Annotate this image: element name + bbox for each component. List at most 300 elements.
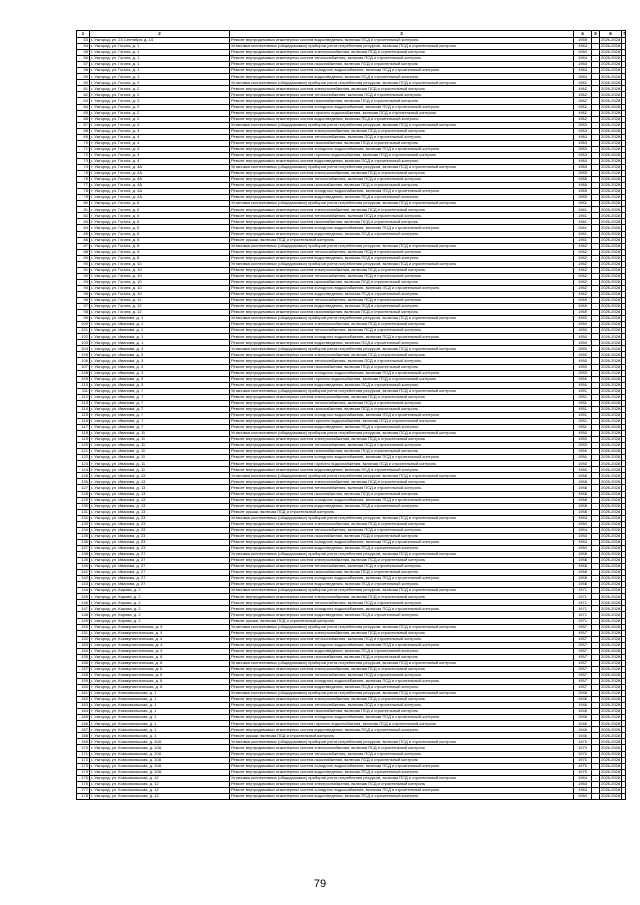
row-number-cell: 104: [77, 346, 90, 352]
row-number-cell: 101: [77, 328, 90, 334]
address-cell: г. Ужгород, ул. Кирова, д. 2: [90, 618, 230, 624]
year-built-cell: 1962: [574, 86, 592, 92]
year-built-cell: 1964: [574, 787, 592, 793]
row-number-cell: 112: [77, 394, 90, 400]
header-row: [77, 31, 626, 38]
year-built-cell: 1970: [574, 769, 592, 775]
row-number-cell: 93: [77, 279, 90, 285]
year-built-cell: 1950: [574, 346, 592, 352]
work-type-cell: Ремонт внутридомовых инженерных систем водоотведения, включая ПСД и строительный контроль: [230, 793, 574, 799]
period-cell: 2026-2028: [601, 128, 621, 133]
address-cell: г. Ужгород, ул. Иванова, д. 27: [90, 551, 230, 557]
year-built-cell: 1954: [574, 527, 592, 533]
address-cell: г. Ужгород, ул. Кирова, д. 2: [90, 606, 230, 612]
address-cell: г. Ужгород, ул. Гоголя, д. 10: [90, 273, 230, 279]
address-cell: г. Ужгород, ул. Комсомольская, д. 10А: [90, 745, 230, 751]
address-cell: г. Ужгород, ул. Гоголя, д. 4А: [90, 164, 230, 170]
row-number-cell: 73: [77, 158, 90, 164]
period-cell: 2026-2028: [601, 744, 621, 750]
year-built-cell: 1962: [574, 98, 592, 104]
year-built-cell: 1954: [574, 539, 592, 545]
address-cell: г. Ужгород, ул. Иванова, д. 1: [90, 322, 230, 328]
row-number-cell: 138: [77, 551, 90, 557]
address-cell: г. Ужгород, ул. Гоголя, д. 1: [90, 74, 230, 80]
work-type-cell: Ремонт внутридомовых инженерных систем водоотведения, включая ПСД и строительный контроль: [230, 425, 574, 431]
year-built-cell: 1961: [574, 225, 592, 231]
address-cell: г. Ужгород, ул. Гоголя, д. 12: [90, 310, 230, 316]
year-built-cell: 1958: [574, 491, 592, 497]
work-type-cell: Ремонт внутридомовых инженерных систем холодного водоснабжения, включая ПСД и строительный контроль: [230, 763, 574, 769]
work-type-cell: Ремонт внутридомовых инженерных систем горячего водоснабжения, включая ПСД и строительный контроль: [230, 152, 574, 158]
row-number-cell: 169: [77, 739, 90, 745]
address-cell: г. Ужгород, ул. Комсомольская, д. 10А: [90, 763, 230, 769]
work-type-cell: Ремонт внутридомовых инженерных систем теплоснабжения, включая ПСД и строительный контроль: [230, 703, 574, 709]
period-cell: 2026-2028: [601, 660, 621, 666]
work-type-cell: Ремонт внутридомовых инженерных систем водоотведения, включая ПСД и строительный контроль: [230, 503, 574, 509]
row-number-cell: 62: [77, 92, 90, 98]
year-built-cell: 1958: [574, 576, 592, 582]
address-cell: г. Ужгород, ул. Гоголя, д. 6: [90, 207, 230, 213]
row-number-cell: 97: [77, 304, 90, 310]
address-cell: г. Ужгород, ул. Гоголя, д. 6: [90, 237, 230, 243]
address-cell: г. Ужгород, ул. Гоголя, д. 10: [90, 279, 230, 285]
row-number-cell: 60: [77, 80, 90, 86]
period-cell: 2026-2028: [601, 539, 621, 545]
period-cell: 2026-2028: [601, 237, 621, 242]
period-cell: 2026-2028: [601, 515, 621, 520]
period-cell: 2026-2028: [601, 164, 621, 170]
period-cell: 2026-2028: [601, 436, 621, 442]
year-built-cell: 1950: [574, 461, 592, 467]
year-built-cell: 1961: [574, 219, 592, 225]
work-type-cell: Установка коллективных (общедомовых) приборов учета потребления ресурсов, включая ПСД и строительный контроль: [230, 201, 574, 207]
year-built-cell: 1957: [574, 624, 592, 630]
work-type-cell: Установка коллективных (общедомовых) приборов учета потребления ресурсов, включая ПСД и строительный контроль: [230, 473, 574, 479]
year-built-cell: 1963: [574, 152, 592, 158]
address-cell: г. Ужгород, ул. Гоголя, д. 4: [90, 158, 230, 164]
period-cell: 2026-2028: [601, 472, 621, 478]
row-number-cell: 111: [77, 388, 90, 394]
year-built-cell: 1964: [574, 50, 592, 56]
address-cell: г. Ужгород, ул. Коммунистическая, д. 6: [90, 685, 230, 691]
address-cell: г. Ужгород, ул. Коммунистическая, д. 6: [90, 678, 230, 684]
row-number-cell: 108: [77, 370, 90, 376]
column-header-4: 4: [574, 31, 592, 38]
year-built-cell: 1964: [574, 793, 592, 799]
address-cell: г. Ужгород, ул. Гоголя, д. 10: [90, 261, 230, 267]
work-type-cell: Ремонт внутридомовых инженерных систем холодного водоснабжения, включая ПСД и строительный контроль: [230, 412, 574, 418]
address-cell: г. Ужгород, ул. Гоголя, д. 2: [90, 92, 230, 98]
work-type-cell: Ремонт внутридомовых инженерных систем водоотведения, включая ПСД и строительный контроль: [230, 74, 574, 80]
address-cell: г. Ужгород, ул. Гоголя, д. 2: [90, 104, 230, 110]
address-cell: г. Ужгород, ул. Иванова, д. 11: [90, 437, 230, 443]
period-cell: 2026-2028: [601, 757, 621, 762]
year-built-cell: 1961: [574, 201, 592, 207]
address-cell: г. Ужгород, ул. Иванова, д. 7: [90, 394, 230, 400]
row-number-cell: 99: [77, 316, 90, 322]
work-type-cell: Ремонт внутридомовых инженерных систем газоснабжения, включая ПСД и строительный контроль: [230, 310, 574, 316]
row-number-cell: 94: [77, 285, 90, 291]
address-cell: г. Ужгород, ул. Иванова, д. 7: [90, 412, 230, 418]
row-number-cell: 123: [77, 461, 90, 467]
period-cell: 2026-2028: [601, 182, 621, 188]
period-cell: 2026-2028: [601, 43, 621, 49]
year-built-cell: 1963: [574, 128, 592, 134]
work-type-cell: Ремонт внутридомовых инженерных систем холодного водоснабжения, включая ПСД и строительный контроль: [230, 642, 574, 648]
address-cell: г. Ужгород, ул. Гоголя, д. 6: [90, 201, 230, 207]
row-number-cell: 70: [77, 140, 90, 146]
year-built-cell: 1950: [574, 328, 592, 334]
row-number-cell: 132: [77, 515, 90, 521]
year-built-cell: 1946: [574, 727, 592, 733]
address-cell: г. Ужгород, ул. Гоголя, д. 8: [90, 255, 230, 261]
work-type-cell: Установка коллективных (общедомовых) приборов учета потребления ресурсов, включая ПСД и строительный контроль: [230, 243, 574, 249]
year-built-cell: 1950: [574, 370, 592, 376]
period-cell: 2026-2028: [601, 206, 621, 212]
year-built-cell: 1951: [574, 425, 592, 431]
year-built-cell: 1957: [574, 630, 592, 636]
year-built-cell: 1962: [574, 104, 592, 110]
row-number-cell: 128: [77, 491, 90, 497]
year-built-cell: 1954: [574, 545, 592, 551]
row-number-cell: 139: [77, 558, 90, 564]
year-built-cell: 1946: [574, 721, 592, 727]
row-number-cell: 116: [77, 418, 90, 424]
work-type-cell: Ремонт внутридомовых инженерных систем водоотведения, включая ПСД и строительный контроль: [230, 340, 574, 346]
row-number-cell: 88: [77, 249, 90, 255]
address-cell: г. Ужгород, ул. Гоголя, д. 6: [90, 213, 230, 219]
address-cell: г. Ужгород, ул. Иванова, д. 7: [90, 400, 230, 406]
period-cell: 2026-2028: [601, 406, 621, 412]
row-number-cell: 170: [77, 745, 90, 751]
address-cell: г. Ужгород, ул. Иванова, д. 7: [90, 418, 230, 424]
address-cell: г. Ужгород, ул. Гоголя, д. 4: [90, 146, 230, 152]
table-row: [77, 793, 626, 799]
work-type-cell: Ремонт внутридомовых инженерных систем электроснабжения, включая ПСД и строительный контроль: [230, 479, 574, 485]
address-cell: г. Ужгород, ул. 23 Сентября, д. 14: [90, 38, 230, 44]
address-cell: г. Ужгород, ул. Иванова, д. 23: [90, 545, 230, 551]
period-cell: 2026-2028: [601, 642, 621, 647]
year-built-cell: 1957: [574, 672, 592, 678]
work-type-cell: Ремонт внутридомовых инженерных систем электроснабжения, включая ПСД и строительный контроль: [230, 207, 574, 213]
year-built-cell: 1951: [574, 406, 592, 412]
work-type-cell: Ремонт внутридомовых инженерных систем газоснабжения, включая ПСД и строительный контроль: [230, 709, 574, 715]
year-built-cell: 1957: [574, 685, 592, 691]
year-built-cell: 1962: [574, 279, 592, 285]
work-type-cell: Ремонт внутридомовых инженерных систем газоснабжения, включая ПСД и строительный контроль: [230, 62, 574, 68]
work-type-cell: Ремонт внутридомовых инженерных систем электроснабжения, включая ПСД и строительный контроль: [230, 745, 574, 751]
period-cell: 2026-2028: [601, 67, 621, 73]
address-cell: г. Ужгород, ул. Иванова, д. 3: [90, 346, 230, 352]
work-type-cell: Ремонт внутридомовых инженерных систем водоотведения, включая ПСД и строительный контроль: [230, 231, 574, 237]
year-built-cell: 1946: [574, 691, 592, 697]
work-type-cell: Ремонт внутридомовых инженерных систем электроснабжения, включая ПСД и строительный контроль: [230, 352, 574, 358]
period-cell: 2026-2028: [601, 243, 621, 248]
row-number-cell: 58: [77, 68, 90, 74]
row-number-cell: 115: [77, 412, 90, 418]
address-cell: г. Ужгород, ул. Иванова, д. 27: [90, 570, 230, 576]
row-number-cell: 91: [77, 267, 90, 273]
work-type-cell: Ремонт внутридомовых инженерных систем горячего водоснабжения, включая ПСД и строительный контроль: [230, 461, 574, 467]
work-type-cell: Установка коллективных (общедомовых) приборов учета потребления ресурсов, включая ПСД и строительный контроль: [230, 739, 574, 745]
row-number-cell: 119: [77, 437, 90, 443]
work-type-cell: Ремонт внутридомовых инженерных систем холодного водоснабжения, включая ПСД и строительный контроль: [230, 787, 574, 793]
period-cell: 2026-2028: [601, 460, 621, 466]
address-cell: г. Ужгород, ул. Коммунистическая, д. 6: [90, 666, 230, 672]
address-cell: г. Ужгород, ул. Гоголя, д. 12: [90, 304, 230, 310]
row-number-cell: 85: [77, 231, 90, 237]
column-header-2: 2: [90, 31, 230, 38]
work-type-cell: Ремонт внутридомовых инженерных систем холодного водоснабжения, включая ПСД и строительный контроль: [230, 497, 574, 503]
year-built-cell: 1950: [574, 376, 592, 382]
year-built-cell: 1962: [574, 110, 592, 116]
work-type-cell: Ремонт внутридомовых инженерных систем холодного водоснабжения, включая ПСД и строительный контроль: [230, 370, 574, 376]
row-number-cell: 153: [77, 642, 90, 648]
work-type-cell: Установка коллективных (общедомовых) приборов учета потребления ресурсов, включая ПСД и строительный контроль: [230, 44, 574, 50]
address-cell: г. Ужгород, ул. Гоголя, д. 4: [90, 128, 230, 134]
period-cell: 2026-2028: [601, 61, 621, 67]
year-built-cell: 1951: [574, 400, 592, 406]
work-type-cell: Ремонт внутридомовых инженерных систем водоотведения, включая ПСД и строительный контроль: [230, 382, 574, 388]
period-cell: 2026-2028: [601, 382, 621, 387]
row-number-cell: 147: [77, 606, 90, 612]
row-number-cell: 177: [77, 787, 90, 793]
address-cell: г. Ужгород, ул. Гоголя, д. 4: [90, 152, 230, 158]
period-cell: 2026-2028: [601, 333, 621, 339]
year-built-cell: 1958: [574, 503, 592, 509]
year-built-cell: 1965: [574, 189, 592, 195]
period-cell: 2026-2028: [601, 79, 621, 85]
row-number-cell: 125: [77, 473, 90, 479]
work-type-cell: Ремонт внутридомовых инженерных систем электроснабжения, включая ПСД и строительный контроль: [230, 437, 574, 443]
work-type-cell: Ремонт внутридомовых инженерных систем водоотведения, включая ПСД и строительный контроль: [230, 116, 574, 122]
row-number-cell: 145: [77, 594, 90, 600]
address-cell: г. Ужгород, ул. Комсомольская, д. 1: [90, 703, 230, 709]
address-cell: г. Ужгород, ул. Коммунистическая, д. 4: [90, 642, 230, 648]
period-cell: 2026-2028: [601, 787, 621, 793]
row-number-cell: 110: [77, 382, 90, 388]
row-number-cell: 107: [77, 364, 90, 370]
address-cell: г. Ужгород, ул. Иванова, д. 7: [90, 425, 230, 431]
period-cell: 2026-2028: [601, 261, 621, 266]
work-type-cell: Ремонт внутридомовых инженерных систем теплоснабжения, включая ПСД и строительный контроль: [230, 358, 574, 364]
address-cell: г. Ужгород, ул. Иванова, д. 7: [90, 406, 230, 412]
works-table: [76, 30, 626, 800]
work-type-cell: Ремонт внутридомовых инженерных систем холодного водоснабжения, включая ПСД и строительный контроль: [230, 285, 574, 291]
address-cell: г. Ужгород, ул. Иванова, д. 13: [90, 497, 230, 503]
row-number-cell: 156: [77, 660, 90, 666]
work-type-cell: Ремонт внутридомовых инженерных систем газоснабжения, включая ПСД и строительный контроль: [230, 570, 574, 576]
work-type-cell: Ремонт внутридомовых инженерных систем холодного водоснабжения, включая ПСД и строительный контроль: [230, 678, 574, 684]
period-cell: 2026-2028: [601, 97, 621, 103]
row-number-cell: 178: [77, 793, 90, 799]
work-type-cell: Ремонт внутридомовых инженерных систем электроснабжения, включая ПСД и строительный контроль: [230, 630, 574, 636]
address-cell: г. Ужгород, ул. Иванова, д. 3: [90, 370, 230, 376]
work-type-cell: Установка коллективных (общедомовых) приборов учета потребления ресурсов, включая ПСД и строительный контроль: [230, 346, 574, 352]
work-type-cell: Ремонт внутридомовых инженерных систем холодного водоснабжения, включая ПСД и строительный контроль: [230, 189, 574, 195]
row-number-cell: 84: [77, 225, 90, 231]
period-cell: 2026-2028: [601, 110, 621, 115]
period-cell: 2026-2028: [601, 503, 621, 508]
period-cell: 2026-2028: [601, 666, 621, 672]
row-number-cell: 144: [77, 588, 90, 594]
period-cell: 2026-2028: [601, 454, 621, 460]
row-number-cell: 173: [77, 763, 90, 769]
work-type-cell: Ремонт внутридомовых инженерных систем электроснабжения, включая ПСД и строительный контроль: [230, 521, 574, 527]
address-cell: г. Ужгород, ул. Кирова, д. 2: [90, 612, 230, 618]
year-built-cell: 1951: [574, 418, 592, 424]
row-number-cell: 67: [77, 122, 90, 128]
work-type-cell: Установка коллективных (общедомовых) приборов учета потребления ресурсов, включая ПСД и строительный контроль: [230, 588, 574, 594]
year-built-cell: 1959: [574, 38, 592, 44]
period-cell: 2026-2028: [601, 309, 621, 315]
period-cell: 2026-2028: [601, 231, 621, 236]
year-built-cell: 1961: [574, 213, 592, 219]
work-type-cell: Ремонт внутридомовых инженерных систем электроснабжения, включая ПСД и строительный контроль: [230, 267, 574, 273]
period-cell: 2026-2028: [601, 279, 621, 285]
year-built-cell: 1971: [574, 600, 592, 606]
row-number-cell: 69: [77, 134, 90, 140]
year-built-cell: 1950: [574, 382, 592, 388]
row-number-cell: 154: [77, 648, 90, 654]
period-cell: 2026-2028: [601, 357, 621, 363]
year-built-cell: 1963: [574, 134, 592, 140]
work-type-cell: Ремонт крыши, включая ПСД и строительный контроль: [230, 733, 574, 739]
work-type-cell: Ремонт внутридомовых инженерных систем электроснабжения, включая ПСД и строительный контроль: [230, 558, 574, 564]
year-built-cell: 1958: [574, 485, 592, 491]
period-cell: 2026-2028: [601, 188, 621, 194]
year-built-cell: 1963: [574, 140, 592, 146]
period-cell: 2026-2028: [601, 418, 621, 424]
address-cell: г. Ужгород, ул. Иванова, д. 23: [90, 515, 230, 521]
period-cell: 2026-2028: [601, 442, 621, 448]
row-number-cell: 135: [77, 533, 90, 539]
row-number-cell: 68: [77, 128, 90, 134]
work-type-cell: Ремонт внутридомовых инженерных систем электроснабжения, включая ПСД и строительный контроль: [230, 50, 574, 56]
work-type-cell: Ремонт внутридомовых инженерных систем водоотведения, включая ПСД и строительный контроль: [230, 255, 574, 261]
year-built-cell: 1954: [574, 521, 592, 527]
period-cell: 2026-2028: [601, 376, 621, 381]
table-header: [77, 31, 626, 38]
row-number-cell: 176: [77, 781, 90, 787]
address-cell: г. Ужгород, ул. Комсомольская, д. 12: [90, 787, 230, 793]
row-number-cell: 105: [77, 352, 90, 358]
period-cell: 2026-2028: [601, 448, 621, 454]
period-cell: 2026-2028: [601, 388, 621, 393]
period-cell: 2026-2028: [601, 327, 621, 333]
year-built-cell: 1961: [574, 237, 592, 243]
address-cell: г. Ужгород, ул. Иванова, д. 23: [90, 521, 230, 527]
period-cell: 2026-2028: [601, 212, 621, 218]
work-type-cell: Ремонт внутридомовых инженерных систем теплоснабжения, включая ПСД и строительный контроль: [230, 636, 574, 642]
period-cell: 2026-2028: [601, 224, 621, 230]
period-cell: 2026-2028: [601, 726, 621, 732]
period-cell: 2026-2028: [601, 85, 621, 91]
row-number-cell: 61: [77, 86, 90, 92]
row-number-cell: 92: [77, 273, 90, 279]
address-cell: г. Ужгород, ул. Гоголя, д. 10: [90, 267, 230, 273]
work-type-cell: Ремонт внутридомовых инженерных систем теплоснабжения, включая ПСД и строительный контроль: [230, 134, 574, 140]
work-type-cell: Ремонт внутридомовых инженерных систем газоснабжения, включая ПСД и строительный контроль: [230, 449, 574, 455]
row-number-cell: 75: [77, 171, 90, 177]
row-number-cell: 175: [77, 775, 90, 781]
address-cell: г. Ужгород, ул. Гоголя, д. 10: [90, 291, 230, 297]
address-cell: г. Ужгород, ул. Комсомольская, д. 10А: [90, 757, 230, 763]
year-built-cell: 1969: [574, 298, 592, 304]
period-cell: 2026-2028: [601, 200, 621, 206]
address-cell: г. Ужгород, ул. Коммунистическая, д. 4: [90, 648, 230, 654]
year-built-cell: 1946: [574, 733, 592, 739]
work-type-cell: Ремонт внутридомовых инженерных систем электроснабжения, включая ПСД и строительный контроль: [230, 86, 574, 92]
period-cell: 2026-2028: [601, 255, 621, 260]
work-type-cell: Ремонт внутридомовых инженерных систем теплоснабжения, включая ПСД и строительный контроль: [230, 273, 574, 279]
work-type-cell: Установка коллективных (общедомовых) приборов учета потребления ресурсов, включая ПСД и строительный контроль: [230, 660, 574, 666]
period-cell: 2026-2028: [601, 285, 621, 291]
period-cell: 2026-2028: [601, 49, 621, 55]
address-cell: г. Ужгород, ул. Гоголя, д. 4А: [90, 195, 230, 201]
row-number-cell: 54: [77, 44, 90, 50]
row-number-cell: 141: [77, 570, 90, 576]
row-number-cell: 98: [77, 310, 90, 316]
period-cell: 2026-2028: [601, 690, 621, 696]
period-cell: 2026-2028: [601, 720, 621, 726]
row-number-cell: 65: [77, 110, 90, 116]
column-header-6: 6: [600, 31, 622, 38]
period-cell: 2026-2028: [601, 781, 621, 786]
row-number-cell: 76: [77, 177, 90, 183]
year-built-cell: 1950: [574, 358, 592, 364]
address-cell: г. Ужгород, ул. Гоголя, д. 6: [90, 225, 230, 231]
work-type-cell: Ремонт внутридомовых инженерных систем электроснабжения, включая ПСД и строительный контроль: [230, 666, 574, 672]
year-built-cell: 1957: [574, 666, 592, 672]
address-cell: г. Ужгород, ул. Иванова, д. 13: [90, 491, 230, 497]
address-cell: г. Ужгород, ул. Иванова, д. 23: [90, 527, 230, 533]
row-number-cell: 137: [77, 545, 90, 551]
year-built-cell: 1962: [574, 243, 592, 249]
address-cell: г. Ужгород, ул. Гоголя, д. 4А: [90, 177, 230, 183]
year-built-cell: 1950: [574, 431, 592, 437]
year-built-cell: 1964: [574, 74, 592, 80]
work-type-cell: Ремонт внутридомовых инженерных систем водоотведения, включая ПСД и строительный контроль: [230, 582, 574, 588]
period-cell: 2026-2028: [601, 648, 621, 653]
address-cell: г. Ужгород, ул. Гоголя, д. 4: [90, 140, 230, 146]
year-built-cell: 1965: [574, 177, 592, 183]
period-cell: 2026-2028: [601, 763, 621, 768]
year-built-cell: 1964: [574, 62, 592, 68]
year-built-cell: 1958: [574, 551, 592, 557]
row-number-cell: 109: [77, 376, 90, 382]
row-number-cell: 87: [77, 243, 90, 249]
year-built-cell: 1964: [574, 775, 592, 781]
row-number-cell: 174: [77, 769, 90, 775]
year-built-cell: 1962: [574, 273, 592, 279]
row-number-cell: 149: [77, 618, 90, 624]
period-cell: 2026-2028: [601, 370, 621, 375]
row-number-cell: 131: [77, 509, 90, 515]
year-built-cell: 1962: [574, 92, 592, 98]
work-type-cell: Установка коллективных (общедомовых) приборов учета потребления ресурсов, включая ПСД и строительный контроль: [230, 261, 574, 267]
period-cell: 2026-2028: [601, 424, 621, 430]
row-number-cell: 83: [77, 219, 90, 225]
work-type-cell: Ремонт внутридомовых инженерных систем теплоснабжения, включая ПСД и строительный контроль: [230, 298, 574, 304]
work-type-cell: Ремонт внутридомовых инженерных систем теплоснабжения, включая ПСД и строительный контроль: [230, 485, 574, 491]
address-cell: г. Ужгород, ул. Иванова, д. 11: [90, 467, 230, 473]
period-cell: 2026-2028: [601, 557, 621, 563]
period-cell: 2026-2028: [601, 545, 621, 551]
period-cell: 2026-2028: [601, 587, 621, 593]
address-cell: г. Ужгород, ул. Гоголя, д. 1: [90, 68, 230, 74]
row-number-cell: 133: [77, 521, 90, 527]
